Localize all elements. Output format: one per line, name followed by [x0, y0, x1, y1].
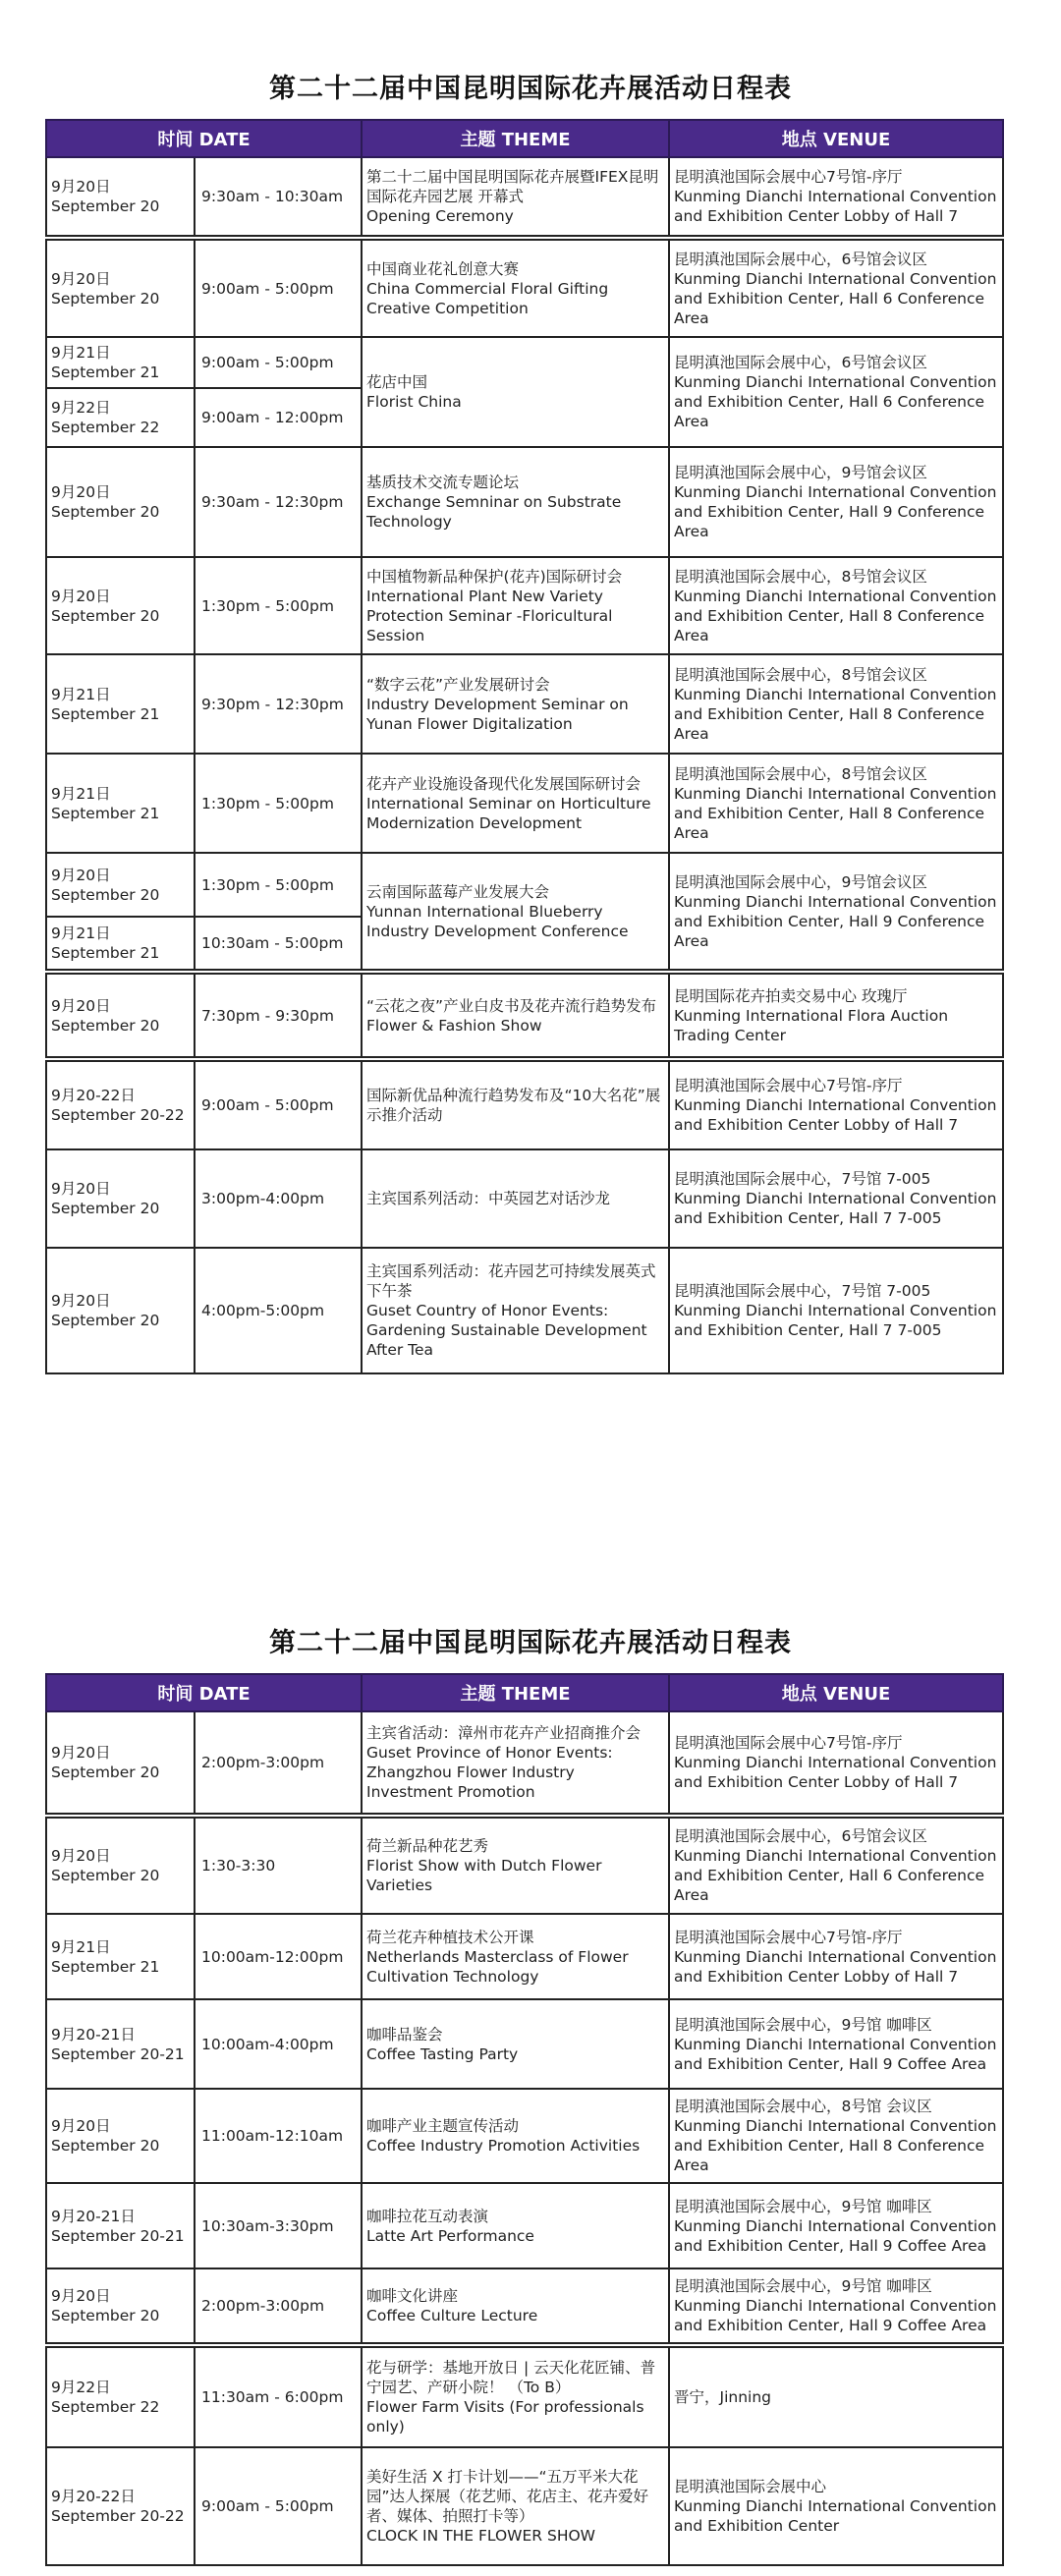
theme-cell: 主宾省活动：漳州市花卉产业招商推介会 Guset Province of Honor Events: Zhangzhou Flower Industry Investment Promotion [362, 1711, 669, 1816]
venue-cell: 晋宁，Jinning [669, 2345, 1003, 2447]
header-date: 时间 DATE [46, 120, 362, 157]
theme-cell: 云南国际蓝莓产业发展大会 Yunnan International Blueberry Industry Development Conference [362, 853, 669, 972]
table-row [46, 157, 1003, 238]
theme-cell: “数字云花”产业发展研讨会 Industry Development Seminar on Yunan Flower Digitalization [362, 654, 669, 754]
table-header-row [46, 1674, 1003, 1711]
date-cell: 9月20日 September 20 [46, 2089, 195, 2183]
date-cell: 9月21日 September 21 [46, 754, 195, 853]
table-row [46, 853, 1003, 917]
theme-cell: 基质技术交流专题论坛 Exchange Semninar on Substrate Technology [362, 447, 669, 557]
venue-cell: 昆明滇池国际会展中心，8号馆会议区 Kunming Dianchi International Convention and Exhibition Center, Hall 8 Conference Area [669, 654, 1003, 754]
table-row [46, 2345, 1003, 2447]
time-cell: 10:00am-12:00pm [195, 1914, 362, 1999]
time-cell: 9:00am - 5:00pm [195, 2447, 362, 2565]
header-venue: 地点 VENUE [669, 120, 1003, 157]
theme-cell: 国际新优品种流行趋势发布及“10大名花”展示推介活动 [362, 1059, 669, 1149]
table-row [46, 2268, 1003, 2345]
time-cell: 9:00am - 5:00pm [195, 238, 362, 337]
theme-cell: 花店中国 Florist China [362, 337, 669, 447]
table-row [46, 1999, 1003, 2089]
page-title: 第二十二届中国昆明国际花卉展活动日程表 [269, 74, 792, 104]
table-row [46, 1914, 1003, 1999]
table-row [46, 238, 1003, 337]
table-header-row [46, 120, 1003, 157]
time-cell: 10:00am-4:00pm [195, 1999, 362, 2089]
time-cell: 9:00am - 5:00pm [195, 1059, 362, 1149]
table-row [46, 447, 1003, 557]
theme-cell: “云花之夜”产业白皮书及花卉流行趋势发布 Flower & Fashion Show [362, 972, 669, 1059]
venue-cell: 昆明滇池国际会展中心，9号馆 咖啡区 Kunming Dianchi International Convention and Exhibition Center, Hall 9 Coffee Area [669, 2183, 1003, 2268]
theme-cell: 中国商业花礼创意大赛 China Commercial Floral Gifting Creative Competition [362, 238, 669, 337]
date-cell: 9月20日 September 20 [46, 238, 195, 337]
date-cell: 9月20日 September 20 [46, 157, 195, 238]
table-row [46, 337, 1003, 388]
date-cell: 9月20日 September 20 [46, 557, 195, 654]
date-cell: 9月20日 September 20 [46, 2268, 195, 2345]
theme-cell: 花卉产业设施设备现代化发展国际研讨会 International Seminar on Horticulture Modernization Development [362, 754, 669, 853]
time-cell: 7:30pm - 9:30pm [195, 972, 362, 1059]
table-row [46, 972, 1003, 1059]
header-theme: 主题 THEME [362, 1674, 669, 1711]
theme-cell: 花与研学：基地开放日 | 云天化花匠铺、普宁园艺、产研小院！ （To B） Flower Farm Visits (For professionals only) [362, 2345, 669, 2447]
theme-cell: 主宾国系列活动：中英园艺对话沙龙 [362, 1149, 669, 1248]
date-cell: 9月21日 September 21 [46, 654, 195, 754]
venue-cell: 昆明滇池国际会展中心，6号馆会议区 Kunming Dianchi International Convention and Exhibition Center, Hall 6 Conference Area [669, 337, 1003, 447]
table-row [46, 1059, 1003, 1149]
table-row [46, 2183, 1003, 2268]
time-cell: 1:30pm - 5:00pm [195, 853, 362, 917]
table-row [46, 1816, 1003, 1914]
theme-cell: 中国植物新品种保护(花卉)国际研讨会 International Plant New Variety Protection Seminar -Floricultural Session [362, 557, 669, 654]
theme-cell: 咖啡文化讲座 Coffee Culture Lecture [362, 2268, 669, 2345]
date-cell: 9月20-22日 September 20-22 [46, 2447, 195, 2565]
theme-cell: 第二十二届中国昆明国际花卉展暨IFEX昆明国际花卉园艺展 开幕式 Opening Ceremony [362, 157, 669, 238]
table-row [46, 1248, 1003, 1373]
table-row [46, 2447, 1003, 2565]
time-cell: 9:30am - 10:30am [195, 157, 362, 238]
time-cell: 4:00pm-5:00pm [195, 1248, 362, 1373]
time-cell: 2:00pm-3:00pm [195, 2268, 362, 2345]
table-row [46, 1711, 1003, 1816]
date-cell: 9月20日 September 20 [46, 972, 195, 1059]
date-cell: 9月21日 September 21 [46, 917, 195, 972]
venue-cell: 昆明滇池国际会展中心，6号馆会议区 Kunming Dianchi International Convention and Exhibition Center, Hall 6 Conference Area [669, 238, 1003, 337]
venue-cell: 昆明滇池国际会展中心，8号馆会议区 Kunming Dianchi International Convention and Exhibition Center, Hall 8 Conference Area [669, 557, 1003, 654]
header-date: 时间 DATE [46, 1674, 362, 1711]
table-row [46, 654, 1003, 754]
time-cell: 9:00am - 12:00pm [195, 388, 362, 447]
time-cell: 1:30pm - 5:00pm [195, 557, 362, 654]
date-cell: 9月20日 September 20 [46, 1711, 195, 1816]
venue-cell: 昆明滇池国际会展中心，6号馆会议区 Kunming Dianchi International Convention and Exhibition Center, Hall 6 Conference Area [669, 1816, 1003, 1914]
venue-cell: 昆明滇池国际会展中心7号馆-序厅 Kunming Dianchi International Convention and Exhibition Center Lobby of Hall 7 [669, 1914, 1003, 1999]
date-cell: 9月20日 September 20 [46, 447, 195, 557]
time-cell: 9:30pm - 12:30pm [195, 654, 362, 754]
venue-cell: 昆明滇池国际会展中心7号馆-序厅 Kunming Dianchi International Convention and Exhibition Center Lobby of Hall 7 [669, 1711, 1003, 1816]
theme-cell: 荷兰花卉种植技术公开课 Netherlands Masterclass of Flower Cultivation Technology [362, 1914, 669, 1999]
theme-cell: 荷兰新品种花艺秀 Florist Show with Dutch Flower Varieties [362, 1816, 669, 1914]
time-cell: 10:30am-3:30pm [195, 2183, 362, 2268]
page-title: 第二十二届中国昆明国际花卉展活动日程表 [269, 1628, 792, 1658]
time-cell: 2:00pm-3:00pm [195, 1711, 362, 1816]
date-cell: 9月21日 September 21 [46, 337, 195, 388]
theme-cell: 美好生活 X 打卡计划——“五万平米大花园”达人探展（花艺师、花店主、花卉爱好者、媒体、拍照打卡等） CLOCK IN THE FLOWER SHOW [362, 2447, 669, 2565]
venue-cell: 昆明滇池国际会展中心，8号馆 会议区 Kunming Dianchi International Convention and Exhibition Center, Hall 8 Conference Area [669, 2089, 1003, 2183]
header-theme: 主题 THEME [362, 120, 669, 157]
venue-cell: 昆明滇池国际会展中心7号馆-序厅 Kunming Dianchi International Convention and Exhibition Center Lobby of Hall 7 [669, 157, 1003, 238]
table-row [46, 754, 1003, 853]
time-cell: 11:30am - 6:00pm [195, 2345, 362, 2447]
time-cell: 9:00am - 5:00pm [195, 337, 362, 388]
theme-cell: 咖啡品鉴会 Coffee Tasting Party [362, 1999, 669, 2089]
table-row [46, 557, 1003, 654]
venue-cell: 昆明滇池国际会展中心，9号馆 咖啡区 Kunming Dianchi International Convention and Exhibition Center, Hall 9 Coffee Area [669, 2268, 1003, 2345]
theme-cell: 咖啡产业主题宣传活动 Coffee Industry Promotion Activities [362, 2089, 669, 2183]
date-cell: 9月20-21日 September 20-21 [46, 1999, 195, 2089]
date-cell: 9月20-21日 September 20-21 [46, 2183, 195, 2268]
time-cell: 10:30am - 5:00pm [195, 917, 362, 972]
schedule-table [45, 1673, 1004, 2566]
time-cell: 1:30-3:30 [195, 1816, 362, 1914]
date-cell: 9月20日 September 20 [46, 1248, 195, 1373]
venue-cell: 昆明滇池国际会展中心，9号馆会议区 Kunming Dianchi International Convention and Exhibition Center, Hall 9 Conference Area [669, 853, 1003, 972]
time-cell: 11:00am-12:10am [195, 2089, 362, 2183]
venue-cell: 昆明滇池国际会展中心 Kunming Dianchi International Convention and Exhibition Center [669, 2447, 1003, 2565]
venue-cell: 昆明滇池国际会展中心，7号馆 7-005 Kunming Dianchi International Convention and Exhibition Center, Hall 7 7-005 [669, 1248, 1003, 1373]
header-venue: 地点 VENUE [669, 1674, 1003, 1711]
venue-cell: 昆明滇池国际会展中心，9号馆会议区 Kunming Dianchi International Convention and Exhibition Center, Hall 9 Conference Area [669, 447, 1003, 557]
venue-cell: 昆明滇池国际会展中心，9号馆 咖啡区 Kunming Dianchi International Convention and Exhibition Center, Hall 9 Coffee Area [669, 1999, 1003, 2089]
date-cell: 9月21日 September 21 [46, 1914, 195, 1999]
venue-cell: 昆明滇池国际会展中心，8号馆会议区 Kunming Dianchi International Convention and Exhibition Center, Hall 8 Conference Area [669, 754, 1003, 853]
table-row [46, 1149, 1003, 1248]
time-cell: 3:00pm-4:00pm [195, 1149, 362, 1248]
theme-cell: 主宾国系列活动：花卉园艺可持续发展英式下午茶 Guset Country of Honor Events: Gardening Sustainable Development After Tea [362, 1248, 669, 1373]
time-cell: 9:30am - 12:30pm [195, 447, 362, 557]
date-cell: 9月22日 September 22 [46, 2345, 195, 2447]
date-cell: 9月20日 September 20 [46, 853, 195, 917]
schedule-table [45, 119, 1004, 1374]
venue-cell: 昆明滇池国际会展中心，7号馆 7-005 Kunming Dianchi International Convention and Exhibition Center, Hall 7 7-005 [669, 1149, 1003, 1248]
date-cell: 9月22日 September 22 [46, 388, 195, 447]
theme-cell: 咖啡拉花互动表演 Latte Art Performance [362, 2183, 669, 2268]
date-cell: 9月20日 September 20 [46, 1149, 195, 1248]
table-row [46, 2089, 1003, 2183]
time-cell: 1:30pm - 5:00pm [195, 754, 362, 853]
venue-cell: 昆明国际花卉拍卖交易中心 玫瑰厅 Kunming International Flora Auction Trading Center [669, 972, 1003, 1059]
date-cell: 9月20-22日 September 20-22 [46, 1059, 195, 1149]
date-cell: 9月20日 September 20 [46, 1816, 195, 1914]
venue-cell: 昆明滇池国际会展中心7号馆-序厅 Kunming Dianchi International Convention and Exhibition Center Lobby of Hall 7 [669, 1059, 1003, 1149]
